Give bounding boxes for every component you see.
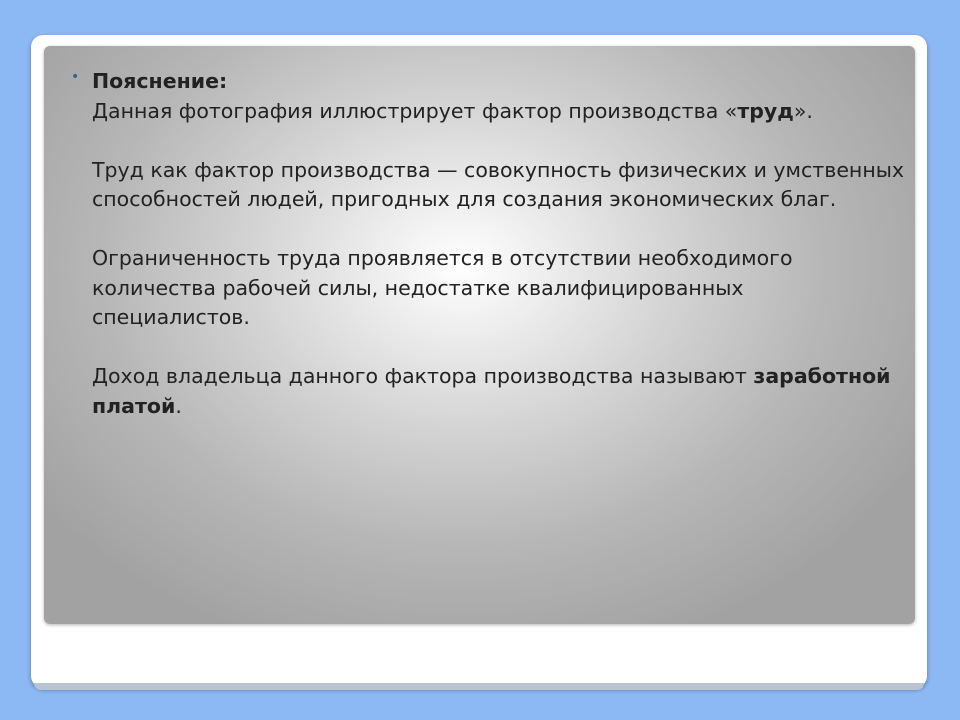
intro-text: Данная фотография иллюстрирует фактор производства «	[92, 98, 738, 123]
slide-frame-bottom-edge	[34, 683, 924, 690]
definition-paragraph: Труд как фактор производства — совокупность физических и умственных способностей людей, пригодных для создания экономических благ.	[92, 157, 905, 211]
paragraph-gap	[92, 215, 907, 245]
slide-body-text	[92, 67, 907, 421]
paragraph-gap	[92, 126, 907, 156]
intro-suffix: ».	[793, 98, 813, 123]
income-bold-term: заработной платой	[92, 364, 891, 418]
intro-bold-term: труд	[737, 98, 794, 123]
heading-line	[92, 67, 907, 97]
income-paragraph	[92, 362, 907, 421]
bullet-dot-icon: •	[71, 69, 80, 85]
income-suffix: .	[175, 393, 182, 418]
paragraph-gap	[92, 333, 907, 363]
income-text: Доход владельца данного фактора производства называют	[92, 364, 754, 388]
intro-paragraph	[92, 97, 907, 127]
limitation-paragraph: Ограниченность труда проявляется в отсутствии необходимого количества рабочей силы, недостатке квалифицированных специалистов.	[92, 246, 793, 329]
explanation-heading: Пояснение:	[92, 69, 228, 93]
